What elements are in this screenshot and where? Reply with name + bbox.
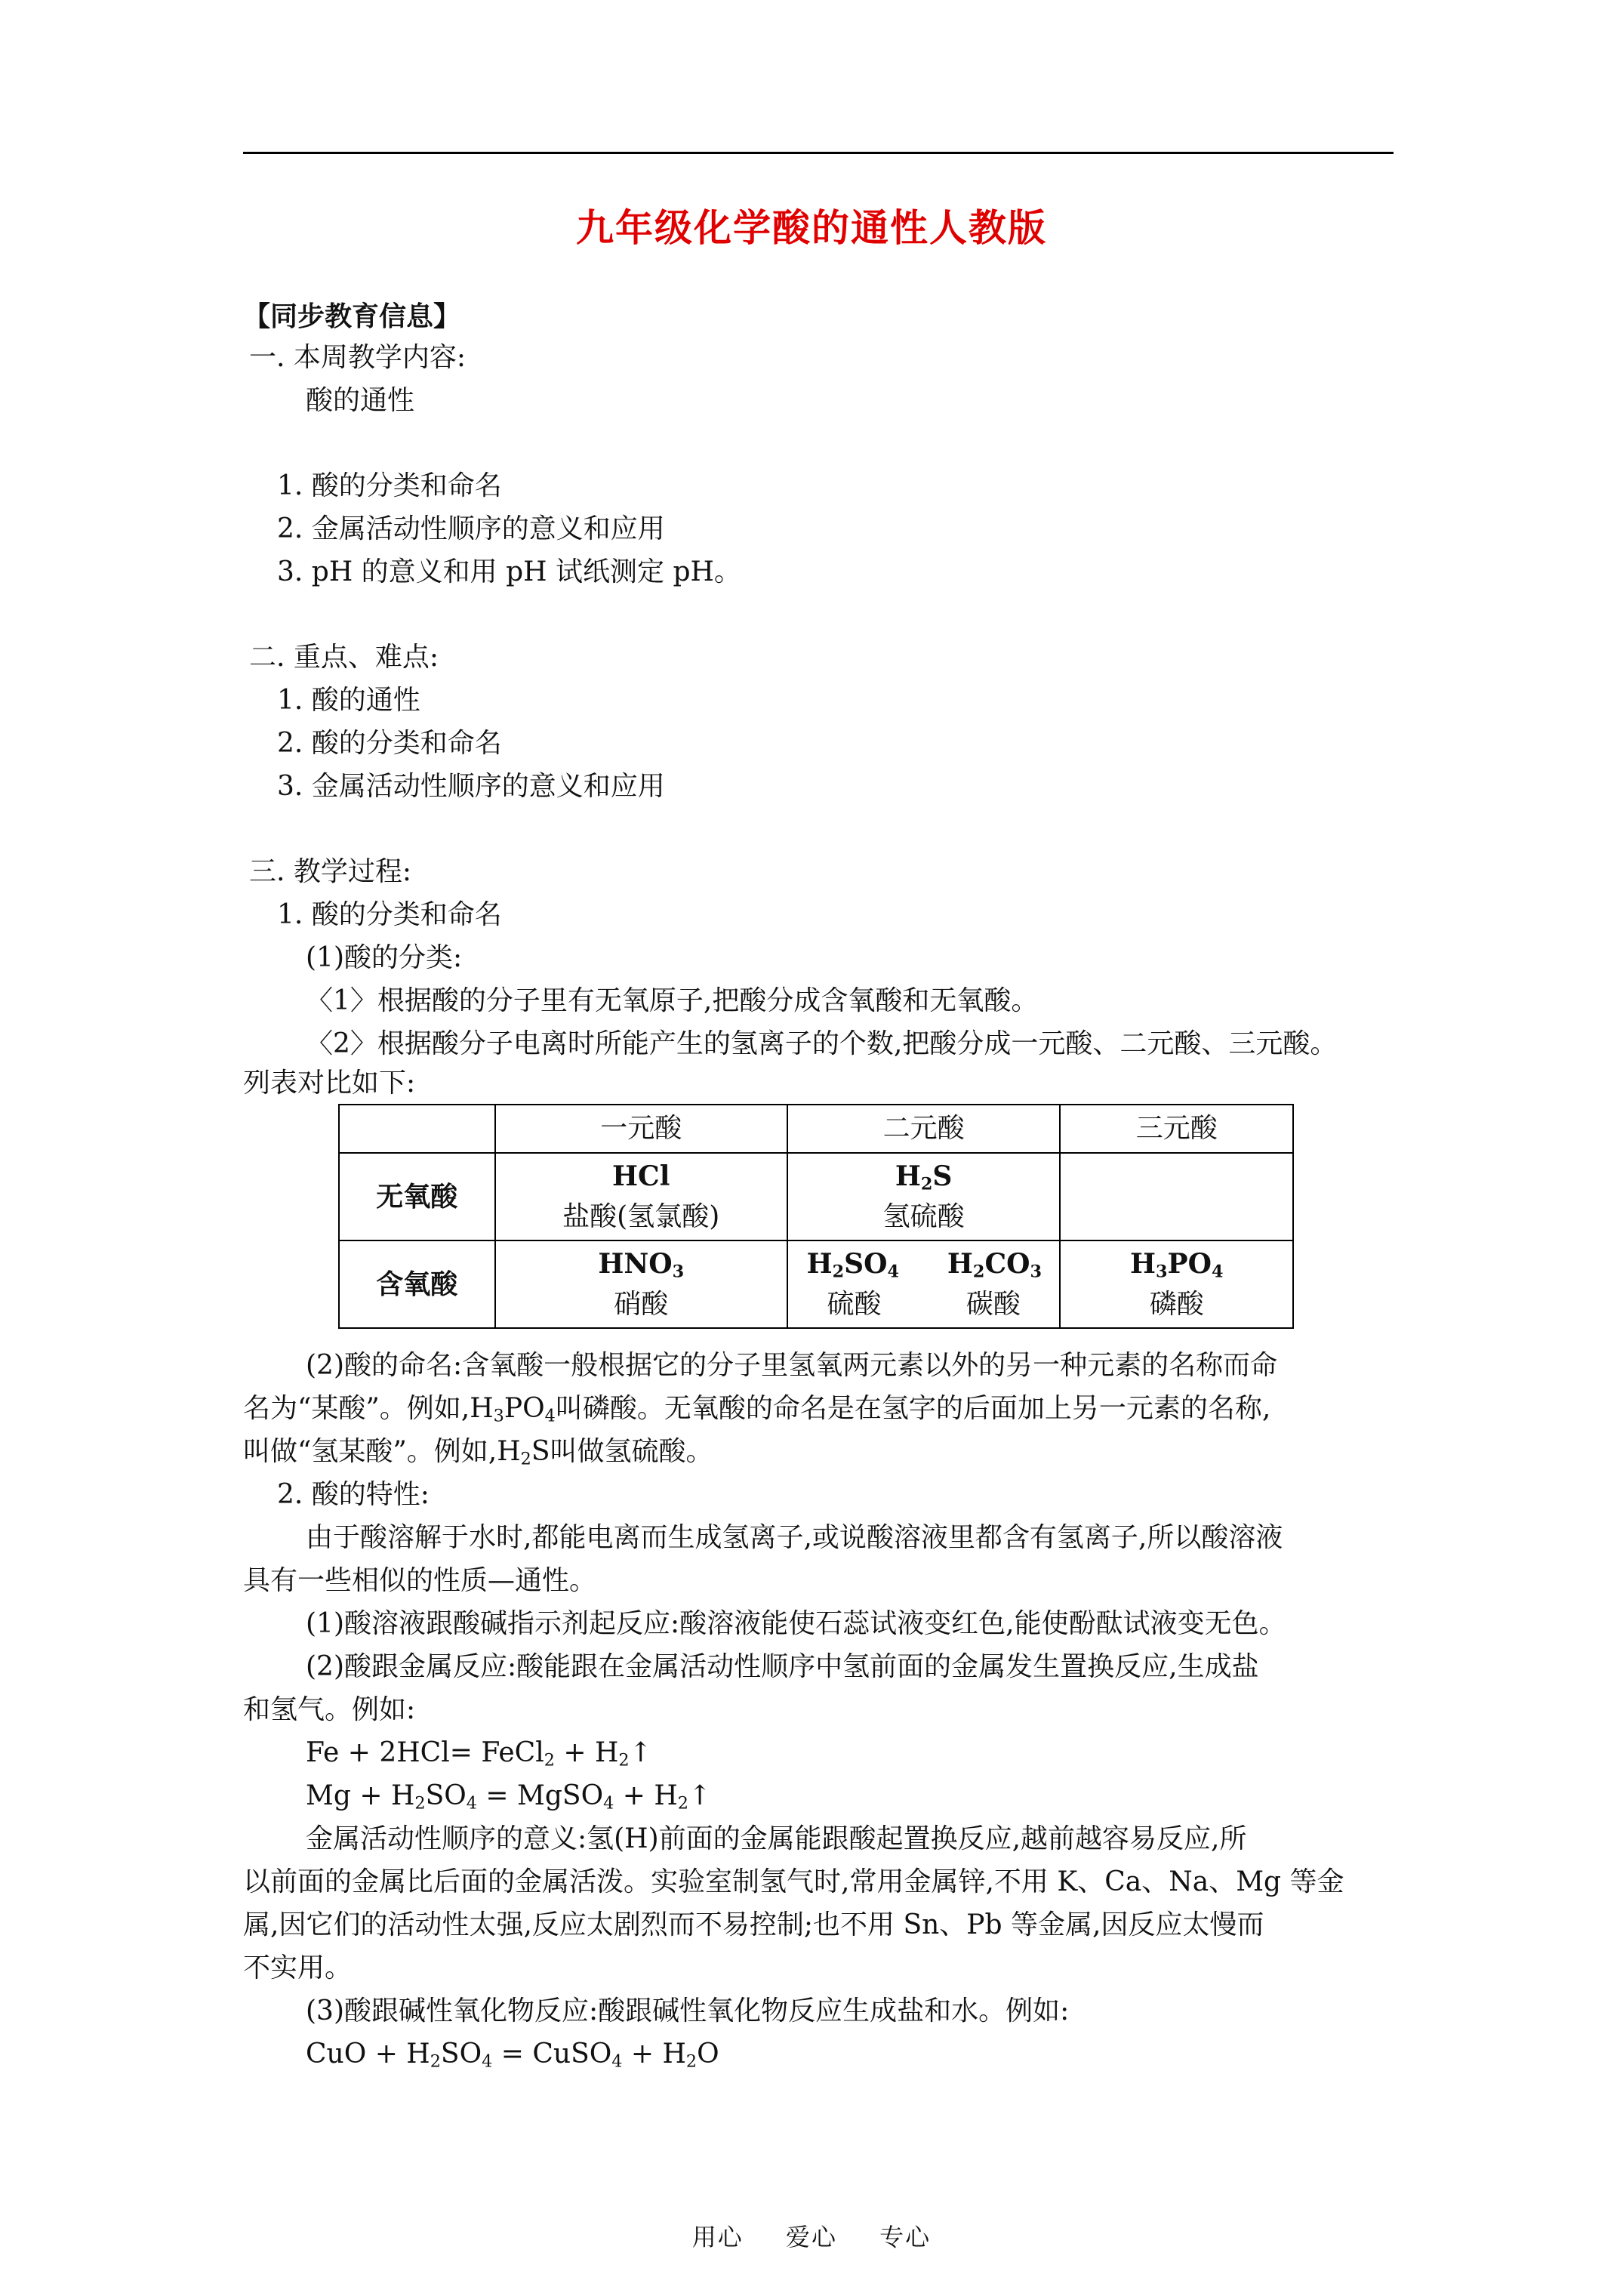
formula-h2co3: $H_2CO_3$ (947, 1248, 1042, 1282)
row-label: 无氧酸 (339, 1153, 495, 1240)
table-cell (1060, 1240, 1293, 1328)
section-1-subtitle: 酸的通性 (306, 385, 415, 416)
table-corner-cell (339, 1105, 495, 1153)
classification-p1: 〈1〉根据酸的分子里有无氧原子,把酸分成含氧酸和无氧酸。 (306, 985, 1039, 1016)
header-rule (243, 152, 1394, 154)
properties-heading: 2. 酸的特性: (277, 1479, 430, 1510)
table-cell (495, 1240, 787, 1328)
activity-p-b: 以前面的金属比后面的金属活泼。实验室制氢气时,常用金属锌,不用 K、Ca、Na、Mg 等金 (243, 1866, 1344, 1897)
acid-name: 氢硫酸 (882, 1201, 965, 1232)
equation-fe-hcl: Fe + 2HCl= FeCl$_2$ + $H_2↑$ (306, 1737, 652, 1771)
properties-p1a: 由于酸溶解于水时,都能电离而生成氢离子,或说酸溶液里都含有氢离子,所以酸溶液 (306, 1522, 1283, 1553)
info-header: 【同步教育信息】 (243, 300, 461, 332)
section-2-heading: 二. 重点、难点: (249, 642, 439, 673)
equation-mg-h2so4: $Mg + H_2SO_4$ = MgSO$_4$ + $H_2↑$ (306, 1780, 712, 1814)
footer-word: 用心 (691, 2223, 744, 2251)
formula-h2s: $H_2S$ (895, 1160, 953, 1194)
acid-name: 磷酸 (1149, 1289, 1204, 1320)
page-title: 九年级化学酸的通性人教版 (576, 205, 1047, 250)
naming-line-1: (2)酸的命名:含氧酸一般根据它的分子里氢氧两元素以外的另一种元素的名称而命 (306, 1350, 1278, 1381)
acid-name: 碳酸 (965, 1289, 1021, 1320)
formula-h3po4: $H_3PO_4$ (1129, 1248, 1224, 1282)
properties-p2: (1)酸溶液跟酸碱指示剂起反应:酸溶液能使石蕊试液变红色,能使酚酞试液变无色。 (306, 1608, 1286, 1639)
section-1-item: 1. 酸的分类和命名 (277, 470, 502, 501)
section-3-heading: 三. 教学过程: (249, 856, 412, 887)
table-row (339, 1240, 1293, 1328)
formula-h3po4-inline: $H_3PO_4$ (470, 1393, 556, 1426)
acid-name: 硝酸 (614, 1289, 669, 1320)
table-header-row (339, 1105, 1293, 1153)
section-1-heading: 一. 本周教学内容: (249, 342, 467, 373)
formula-h2s-inline: $H_2S$ (497, 1436, 550, 1469)
section-3-item1: 1. 酸的分类和命名 (277, 899, 502, 930)
acid-table (338, 1104, 1294, 1329)
table-cell (787, 1240, 1061, 1328)
section-2-item: 2. 酸的分类和命名 (277, 728, 502, 759)
formula-hcl: HCl (612, 1160, 670, 1192)
table-cell-empty (1060, 1153, 1293, 1240)
acid-name: 盐酸(氢氯酸) (562, 1201, 720, 1232)
classification-p2a: 〈2〉根据酸分子电离时所能产生的氢离子的个数,把酸分成一元酸、二元酸、三元酸。 (306, 1028, 1338, 1059)
footer-word: 专心 (879, 2223, 932, 2251)
formula-h2so4: $H_2SO_4$ (806, 1248, 900, 1282)
footer-slogan (0, 2218, 1623, 2253)
table-header: 二元酸 (787, 1105, 1061, 1153)
classification-p2b: 列表对比如下: (243, 1068, 416, 1099)
properties-p1b: 具有一些相似的性质—通性。 (243, 1565, 597, 1596)
properties-p3b: 和氢气。例如: (243, 1694, 416, 1725)
properties-p5: (3)酸跟碱性氧化物反应:酸跟碱性氧化物反应生成盐和水。例如: (306, 1996, 1070, 2026)
activity-p-d: 不实用。 (243, 1952, 353, 1983)
equation-cuo-h2so4: CuO + $H_2SO_4$ = CuSO$_4$ + $H_2O$ (306, 2039, 719, 2072)
row-label: 含氧酸 (339, 1240, 495, 1328)
footer-word: 爱心 (785, 2223, 837, 2251)
classification-heading: (1)酸的分类: (306, 942, 463, 973)
section-1-item: 3. pH 的意义和用 pH 试纸测定 pH。 (277, 556, 741, 587)
section-1-item: 2. 金属活动性顺序的意义和应用 (277, 513, 665, 544)
activity-p-a: 金属活动性顺序的意义:氢(H)前面的金属能跟酸起置换反应,越前越容易反应,所 (306, 1823, 1247, 1854)
section-2-item: 1. 酸的通性 (277, 685, 420, 716)
table-header: 一元酸 (495, 1105, 787, 1153)
table-cell (787, 1153, 1061, 1240)
table-cell (495, 1153, 787, 1240)
table-row (339, 1153, 1293, 1240)
section-2-item: 3. 金属活动性顺序的意义和应用 (277, 771, 665, 802)
activity-p-c: 属,因它们的活动性太强,反应太剧烈而不易控制;也不用 Sn、Pb 等金属,因反应太慢而 (243, 1909, 1264, 1940)
table-header: 三元酸 (1060, 1105, 1293, 1153)
formula-hno3: $HNO_3$ (598, 1248, 685, 1282)
naming-line-2: 名为“某酸”。例如$,H_3PO_4$叫磷酸。无氧酸的命名是在氢字的后面加上另一元素的名称, (243, 1393, 1271, 1426)
properties-p3a: (2)酸跟金属反应:酸能跟在金属活动性顺序中氢前面的金属发生置换反应,生成盐 (306, 1651, 1259, 1682)
naming-line-3: 叫做“氢某酸”。例如$,H_2S$叫做氢硫酸。 (243, 1436, 713, 1469)
acid-name: 硫酸 (827, 1289, 882, 1320)
